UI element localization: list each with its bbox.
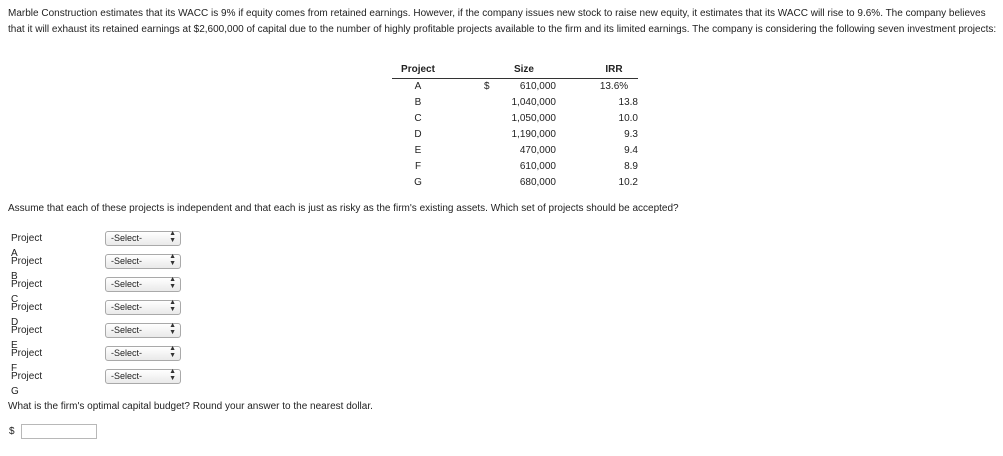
arrow-up-icon: ▲: [169, 253, 176, 260]
project-b-select[interactable]: [105, 254, 181, 269]
arrow-up-icon: ▲: [169, 299, 176, 306]
problem-intro: Marble Construction estimates that its WACC is 9% if equity comes from retained earnings. However, if the company issues new stock to raise new equity, it estimates that its WACC will rise to 9.6%. The company believes that it will exhaust its retained earnings at $2,600,000 of capital due to the number of highly profitable projects available to the firm and its limited earnings. The company is considering the following seven investment projects:: [8, 8, 997, 35]
table-row: [392, 127, 638, 143]
size-value: 1,190,000: [511, 129, 556, 140]
cell-irr: 13.8: [618, 97, 638, 108]
arrow-down-icon: ▼: [169, 306, 176, 313]
table-row: [392, 175, 638, 191]
table-row: [392, 143, 638, 159]
table-row: [392, 95, 638, 111]
capital-budget-input[interactable]: [21, 424, 97, 439]
projects-table: [392, 62, 638, 191]
select-value: -Select-: [111, 233, 143, 243]
project-e-select[interactable]: [105, 323, 181, 338]
cell-irr: 13.6%: [599, 81, 629, 92]
cell-project: F: [414, 161, 422, 172]
cell-project: B: [414, 97, 422, 108]
cell-size: [484, 143, 564, 159]
select-value: -Select-: [111, 325, 143, 335]
arrow-down-icon: ▼: [169, 283, 176, 290]
header-project: Project: [392, 62, 444, 79]
table-row: [392, 79, 638, 96]
project-a-label: Project A: [11, 233, 43, 259]
cell-irr: 9.3: [624, 129, 638, 140]
budget-question: What is the firm's optimal capital budget? Round your answer to the nearest dollar.: [8, 401, 373, 412]
cell-irr: 10.0: [618, 113, 638, 124]
arrow-up-icon: ▲: [169, 368, 176, 375]
size-value: 1,050,000: [511, 113, 556, 124]
arrow-down-icon: ▼: [169, 329, 176, 336]
cell-size: [484, 127, 564, 143]
select-value: -Select-: [111, 371, 143, 381]
cell-project: C: [414, 113, 422, 124]
header-irr: IRR: [590, 62, 638, 79]
size-value: 470,000: [519, 145, 556, 156]
size-value: 610,000: [519, 81, 556, 92]
arrow-down-icon: ▼: [169, 260, 176, 267]
cell-irr: 10.2: [618, 177, 638, 188]
cell-project: D: [414, 129, 422, 140]
arrow-up-icon: ▲: [169, 276, 176, 283]
select-value: -Select-: [111, 279, 143, 289]
cell-size: [484, 159, 564, 175]
select-value: -Select-: [111, 302, 143, 312]
project-b-label: Project B: [11, 256, 43, 282]
project-f-label: Project F: [11, 348, 43, 374]
size-value: 1,040,000: [511, 97, 556, 108]
arrow-up-icon: ▲: [169, 322, 176, 329]
budget-currency-symbol: $: [9, 426, 15, 437]
select-value: -Select-: [111, 348, 143, 358]
project-g-select[interactable]: [105, 369, 181, 384]
project-c-select[interactable]: [105, 277, 181, 292]
cell-project: G: [414, 177, 422, 188]
table-row: [392, 159, 638, 175]
arrow-down-icon: ▼: [169, 375, 176, 382]
project-g-label: Project G: [11, 371, 43, 397]
cell-size: [484, 175, 564, 191]
cell-irr: 9.4: [624, 145, 638, 156]
table-header-row: [392, 62, 638, 79]
table-row: [392, 111, 638, 127]
arrow-down-icon: ▼: [169, 352, 176, 359]
arrow-up-icon: ▲: [169, 345, 176, 352]
project-f-select[interactable]: [105, 346, 181, 361]
cell-size: [484, 111, 564, 127]
select-value: -Select-: [111, 256, 143, 266]
project-d-label: Project D: [11, 302, 43, 328]
project-e-label: Project E: [11, 325, 43, 351]
arrow-up-icon: ▲: [169, 230, 176, 237]
project-a-select[interactable]: [105, 231, 181, 246]
size-value: 610,000: [519, 161, 556, 172]
project-c-label: Project C: [11, 279, 43, 305]
cell-project: E: [414, 145, 422, 156]
header-size: Size: [484, 62, 564, 79]
acceptance-question: Assume that each of these projects is independent and that each is just as risky as the firm's existing assets. Which set of projects should be accepted?: [8, 203, 679, 214]
size-value: 680,000: [519, 177, 556, 188]
cell-size: [484, 79, 564, 96]
cell-project: A: [414, 81, 422, 92]
cell-size: [484, 95, 564, 111]
currency-symbol: $: [484, 81, 490, 92]
arrow-down-icon: ▼: [169, 237, 176, 244]
project-d-select[interactable]: [105, 300, 181, 315]
cell-irr: 8.9: [624, 161, 638, 172]
